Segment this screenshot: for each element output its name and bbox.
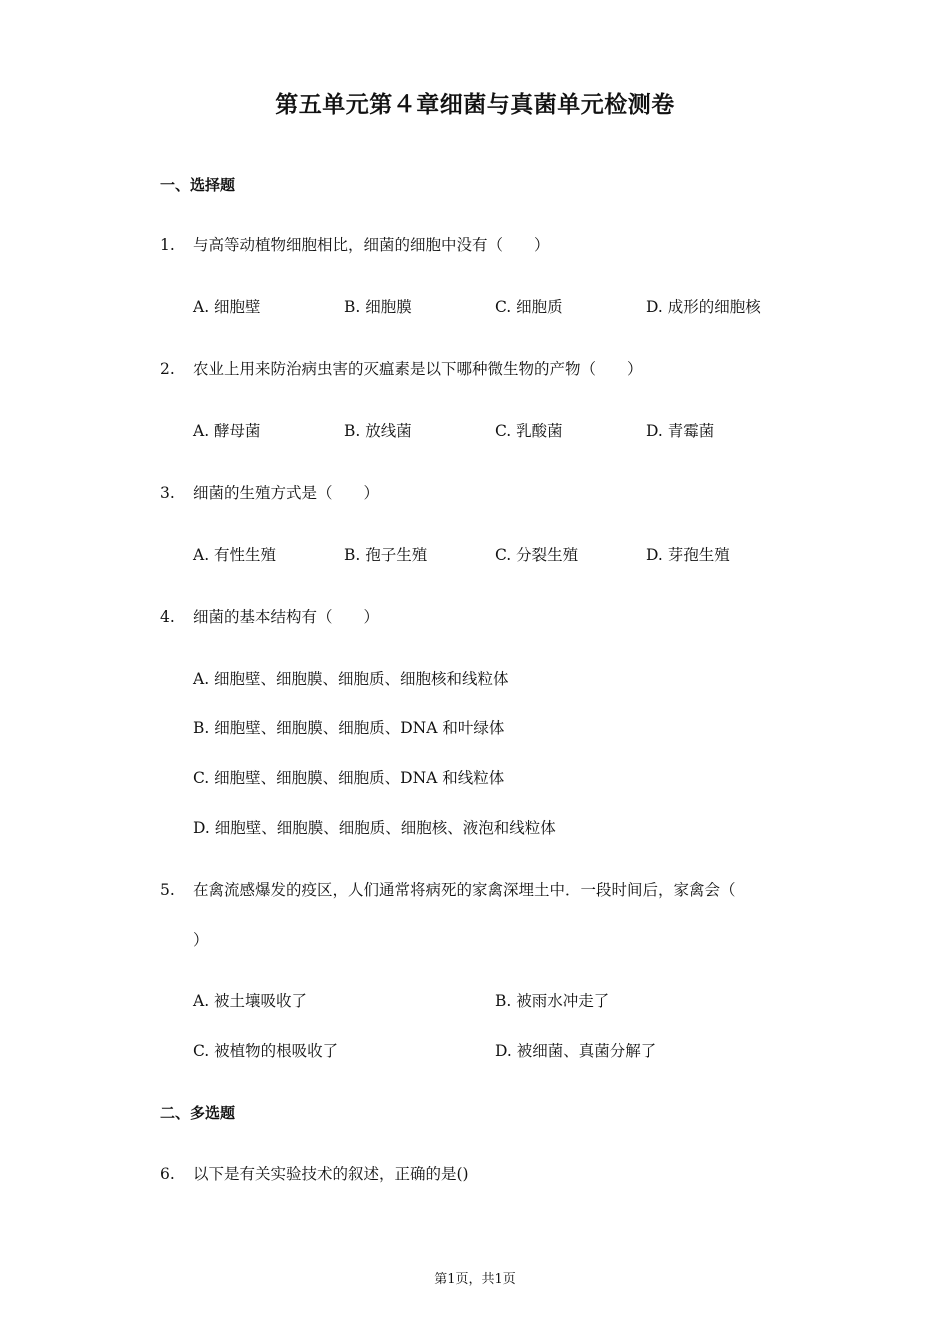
option-b: B. 孢子生殖 [344, 546, 428, 564]
question-number: 2. [160, 360, 175, 378]
option-c: C. 细胞质 [495, 298, 563, 316]
question-text-continued: ） [193, 931, 209, 949]
option-a: A. 酵母菌 [193, 422, 261, 440]
question-text: 细菌的生殖方式是（ ） [193, 484, 380, 502]
option-b: B. 细胞膜 [344, 298, 412, 316]
question-3 [160, 481, 379, 503]
option-a: A. 细胞壁、细胞膜、细胞质、细胞核和线粒体 [193, 670, 509, 688]
page-footer: 第1页，共1页 [434, 1272, 516, 1287]
option-a: A. 被土壤吸收了 [193, 992, 308, 1010]
question-number: 4. [160, 608, 175, 626]
option-a: A. 有性生殖 [193, 546, 277, 564]
question-text: 与高等动植物细胞相比，细菌的细胞中没有（ ） [193, 236, 550, 254]
page-title: 第五单元第４章细菌与真菌单元检测卷 [275, 91, 675, 118]
question-4 [160, 605, 379, 627]
option-c: C. 被植物的根吸收了 [193, 1042, 339, 1060]
option-d: D. 细胞壁、细胞膜、细胞质、细胞核、液泡和线粒体 [193, 819, 556, 837]
question-text: 农业上用来防治病虫害的灭瘟素是以下哪种微生物的产物（ ） [193, 360, 643, 378]
question-number: 1. [160, 236, 175, 254]
section-heading-multi: 二、多选题 [160, 1104, 236, 1122]
question-5 [160, 878, 736, 900]
option-c: C. 乳酸菌 [495, 422, 563, 440]
option-b: B. 被雨水冲走了 [495, 992, 610, 1010]
option-d: D. 被细菌、真菌分解了 [495, 1042, 657, 1060]
option-d: D. 芽孢生殖 [646, 546, 730, 564]
question-text: 以下是有关实验技术的叙述，正确的是() [193, 1165, 469, 1183]
question-number: 3. [160, 484, 175, 502]
option-d: D. 青霉菌 [646, 422, 715, 440]
question-text: 在禽流感爆发的疫区，人们通常将病死的家禽深埋土中．一段时间后，家禽会（ [193, 881, 736, 899]
question-number: 5. [160, 881, 175, 899]
option-c: C. 细胞壁、细胞膜、细胞质、DNA 和线粒体 [193, 769, 505, 787]
section-heading-choice: 一、选择题 [160, 176, 236, 194]
question-number: 6. [160, 1165, 175, 1183]
option-b: B. 放线菌 [344, 422, 412, 440]
question-6 [160, 1162, 469, 1184]
question-text: 细菌的基本结构有（ ） [193, 608, 380, 626]
question-1 [160, 233, 550, 255]
option-b: B. 细胞壁、细胞膜、细胞质、DNA 和叶绿体 [193, 719, 505, 737]
option-c: C. 分裂生殖 [495, 546, 579, 564]
option-a: A. 细胞壁 [193, 298, 261, 316]
question-2 [160, 357, 643, 379]
option-d: D. 成形的细胞核 [646, 298, 761, 316]
